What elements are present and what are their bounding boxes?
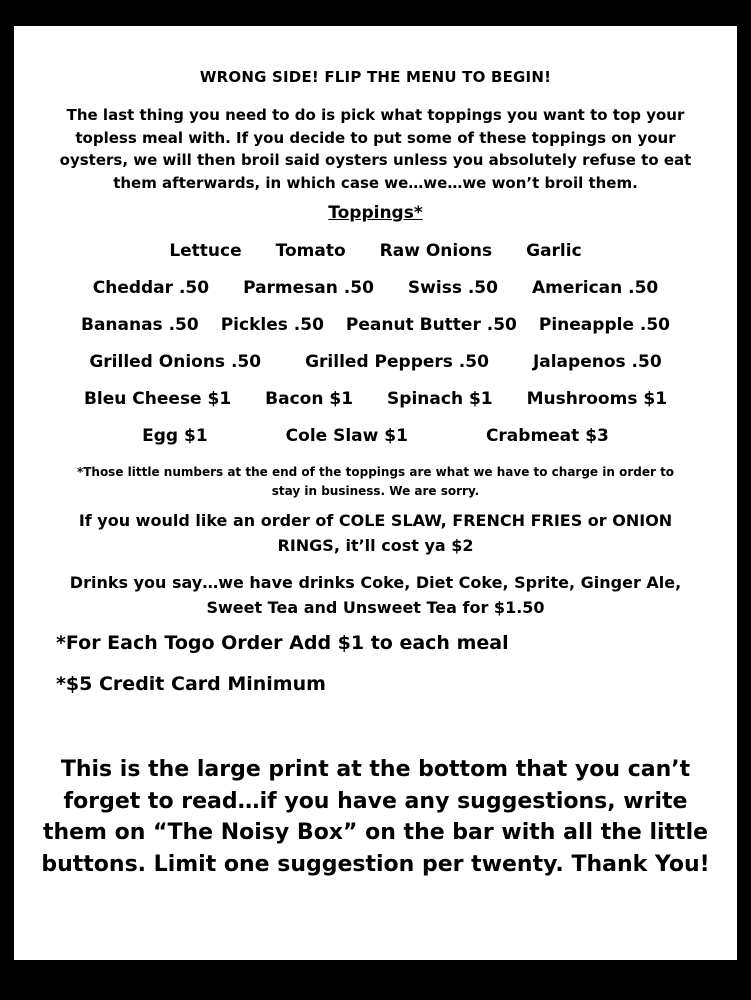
topping-item: Garlic — [526, 241, 582, 261]
topping-item: American .50 — [531, 278, 659, 298]
toppings-row-2 — [14, 278, 737, 298]
topping-item: Cheddar .50 — [92, 278, 210, 298]
toppings-title: Toppings* — [328, 203, 423, 223]
intro-paragraph: The last thing you need to do is pick what toppings you want to top your topless meal with. If you decide to put some of these toppings on your oysters, we will then broil said oysters unless you absolutely refuse to eat them afterwards, in which case we…we…we won’t broil them. — [59, 106, 692, 192]
topping-item: Parmesan .50 — [243, 278, 374, 298]
topping-item: Grilled Peppers .50 — [305, 352, 489, 372]
topping-item: Crabmeat $3 — [485, 426, 609, 446]
drinks-note: Drinks you say…we have drinks Coke, Diet Coke, Sprite, Ginger Ale, Sweet Tea and Unsweet Tea for $1.50 — [69, 573, 682, 617]
topping-item: Lettuce — [169, 241, 242, 261]
topping-item: Egg $1 — [142, 426, 208, 446]
credit-card-note: *$5 Credit Card Minimum — [56, 673, 326, 695]
topping-item: Bananas .50 — [80, 315, 199, 335]
topping-item: Pickles .50 — [220, 315, 324, 335]
flip-menu-heading: WRONG SIDE! FLIP THE MENU TO BEGIN! — [199, 68, 552, 86]
menu-page — [14, 26, 737, 960]
topping-item: Swiss .50 — [407, 278, 498, 298]
toppings-row-4 — [14, 352, 737, 372]
topping-item: Jalapenos .50 — [532, 352, 662, 372]
toppings-row-6 — [14, 426, 737, 446]
toppings-footnote: *Those little numbers at the end of the toppings are what we have to charge in order to stay in business. We are sorry. — [76, 465, 675, 498]
togo-note: *For Each Togo Order Add $1 to each meal — [56, 632, 509, 654]
topping-item: Peanut Butter .50 — [345, 315, 517, 335]
topping-item: Spinach $1 — [387, 389, 493, 409]
topping-item: Grilled Onions .50 — [89, 352, 262, 372]
topping-item: Mushrooms $1 — [526, 389, 668, 409]
topping-item: Bacon $1 — [265, 389, 354, 409]
topping-item: Bleu Cheese $1 — [83, 389, 232, 409]
topping-item: Pineapple .50 — [538, 315, 671, 335]
toppings-row-3 — [14, 315, 737, 335]
large-print-note: This is the large print at the bottom that you can’t forget to read…if you have any suggestions, write them on “The Noisy Box” on the bar with all the little buttons. Limit one suggestion per twenty. Thank You! — [41, 757, 710, 877]
topping-item: Cole Slaw $1 — [285, 426, 408, 446]
sides-note: If you would like an order of COLE SLAW, FRENCH FRIES or ONION RINGS, it’ll cost ya $2 — [78, 511, 673, 555]
topping-item: Tomato — [275, 241, 346, 261]
topping-item: Raw Onions — [379, 241, 493, 261]
toppings-row-1 — [14, 241, 737, 261]
toppings-row-5 — [14, 389, 737, 409]
